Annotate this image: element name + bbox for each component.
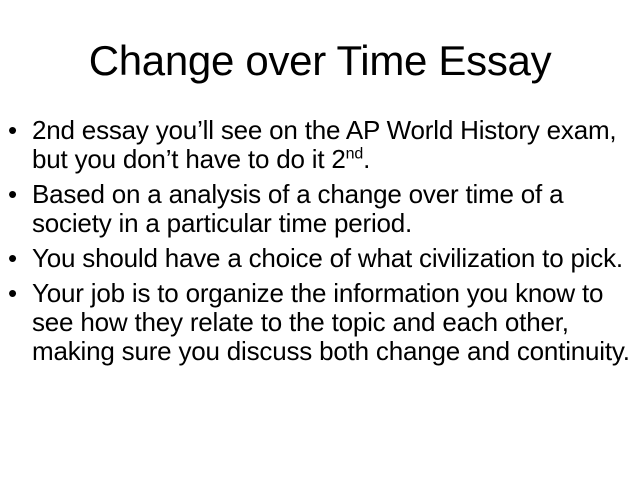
- bullet-text-end: .: [363, 144, 371, 174]
- bullet-list: [8, 116, 636, 366]
- bullet-item-3: [8, 244, 636, 273]
- bullet-marker: •: [8, 243, 17, 273]
- bullet-marker: •: [8, 115, 17, 145]
- bullet-text: 2nd essay you’ll see on the AP World History exam, but you don’t have to do it 2: [32, 115, 617, 174]
- bullet-item-1: [8, 116, 636, 174]
- bullet-text: Based on a analysis of a change over time of a society in a particular time period.: [32, 179, 564, 238]
- bullet-item-4: [8, 279, 636, 366]
- slide-title: Change over Time Essay: [88, 37, 552, 84]
- ordinal-superscript: nd: [345, 145, 364, 163]
- bullet-text: Your job is to organize the information you know to see how they relate to the topic and each other, making sure you discuss both change and continuity.: [32, 278, 630, 366]
- bullet-item-2: [8, 180, 636, 238]
- bullet-text: You should have a choice of what civilization to pick.: [32, 243, 623, 273]
- bullet-marker: •: [8, 179, 17, 209]
- bullet-marker: •: [8, 278, 17, 308]
